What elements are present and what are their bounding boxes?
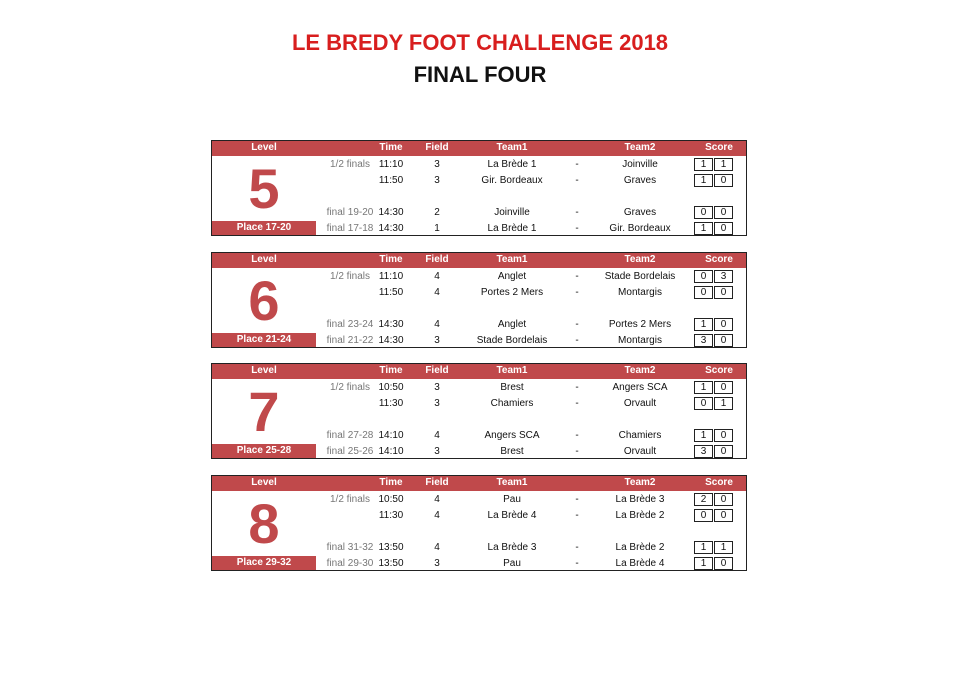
match-row	[212, 221, 746, 236]
match-team1: Pau	[503, 558, 521, 569]
score-team1: 3	[694, 445, 713, 458]
match-row	[212, 396, 746, 411]
match-field: 2	[434, 207, 440, 218]
match-round: 1/2 finals	[329, 271, 371, 282]
header-team2: Team2	[624, 365, 656, 376]
place-range-label: Place 25-28	[212, 444, 316, 458]
match-team2: Graves	[623, 175, 657, 186]
match-round: 1/2 finals	[329, 494, 371, 505]
match-field: 4	[434, 542, 440, 553]
match-sep: -	[575, 382, 579, 393]
match-team1: Brest	[500, 446, 524, 457]
level-block-7	[211, 363, 747, 459]
match-team2: Orvault	[623, 398, 657, 409]
match-field: 3	[434, 446, 440, 457]
match-sep: -	[575, 223, 579, 234]
level-header-row	[212, 253, 746, 268]
score-team1: 0	[694, 509, 713, 522]
place-range-label: Place 21-24	[212, 333, 316, 347]
score-team1: 2	[694, 493, 713, 506]
match-row	[212, 556, 746, 571]
match-sep: -	[575, 207, 579, 218]
level-number: 8	[248, 492, 280, 555]
match-sep: -	[575, 398, 579, 409]
header-team1: Team1	[496, 254, 528, 265]
match-field: 3	[434, 382, 440, 393]
header-level: Level	[251, 142, 277, 153]
level-block-5	[211, 140, 747, 236]
level-number: 6	[248, 269, 280, 332]
match-row	[212, 492, 746, 507]
match-team2: Stade Bordelais	[604, 271, 676, 282]
match-sep: -	[575, 446, 579, 457]
match-sep: -	[575, 542, 579, 553]
score-team2: 0	[714, 381, 733, 394]
level-number: 7	[248, 380, 280, 443]
score-team2: 0	[714, 557, 733, 570]
match-team2: Montargis	[618, 287, 662, 298]
match-row	[212, 285, 746, 300]
match-team2: Chamiers	[618, 430, 662, 441]
match-team2: Joinville	[622, 159, 658, 170]
match-team2: Montargis	[618, 335, 662, 346]
score-team2: 0	[714, 493, 733, 506]
score-team2: 1	[714, 158, 733, 171]
match-time: 14:30	[378, 319, 404, 330]
match-sep: -	[575, 287, 579, 298]
match-row	[212, 444, 746, 459]
match-row	[212, 333, 746, 348]
match-round: final 27-28	[326, 430, 374, 441]
score-team1: 1	[694, 158, 713, 171]
match-row	[212, 317, 746, 332]
score-team2: 0	[714, 445, 733, 458]
match-team1: La Brède 1	[487, 159, 537, 170]
match-team1: La Brède 3	[487, 542, 537, 553]
match-row	[212, 157, 746, 172]
match-field: 1	[434, 223, 440, 234]
page-subtitle: FINAL FOUR	[413, 62, 547, 87]
score-team1: 0	[694, 206, 713, 219]
match-team2: Orvault	[623, 446, 657, 457]
header-team1: Team1	[496, 142, 528, 153]
score-team2: 0	[714, 429, 733, 442]
match-team2: La Brède 2	[615, 542, 665, 553]
header-field: Field	[425, 365, 449, 376]
score-team2: 1	[714, 397, 733, 410]
score-team1: 0	[694, 286, 713, 299]
match-team1: Pau	[503, 494, 521, 505]
match-team1: La Brède 1	[487, 223, 537, 234]
match-field: 4	[434, 287, 440, 298]
score-team2: 0	[714, 286, 733, 299]
match-time: 14:30	[378, 335, 404, 346]
match-time: 11:30	[378, 398, 404, 409]
match-round: final 21-22	[326, 335, 374, 346]
match-time: 14:10	[378, 430, 404, 441]
match-field: 3	[434, 398, 440, 409]
match-field: 3	[434, 335, 440, 346]
match-round: final 31-32	[326, 542, 374, 553]
match-round: 1/2 finals	[329, 159, 371, 170]
match-round: 1/2 finals	[329, 382, 371, 393]
match-team1: Angers SCA	[484, 430, 540, 441]
header-field: Field	[425, 142, 449, 153]
header-team2: Team2	[624, 254, 656, 265]
score-team1: 0	[694, 397, 713, 410]
place-range-label: Place 17-20	[212, 221, 316, 235]
match-field: 4	[434, 510, 440, 521]
score-team1: 1	[694, 381, 713, 394]
match-field: 4	[434, 430, 440, 441]
match-row	[212, 540, 746, 555]
score-team1: 1	[694, 429, 713, 442]
score-team2: 3	[714, 270, 733, 283]
score-team2: 0	[714, 174, 733, 187]
header-time: Time	[379, 142, 403, 153]
match-time: 13:50	[378, 542, 404, 553]
match-field: 3	[434, 175, 440, 186]
level-header-row	[212, 364, 746, 379]
header-time: Time	[379, 365, 403, 376]
place-range-label: Place 29-32	[212, 556, 316, 570]
score-team1: 1	[694, 541, 713, 554]
score-team2: 0	[714, 318, 733, 331]
level-header-row	[212, 141, 746, 156]
level-header-row	[212, 476, 746, 491]
match-time: 10:50	[378, 382, 404, 393]
level-block-6	[211, 252, 747, 348]
match-team2: Gir. Bordeaux	[609, 223, 671, 234]
header-team2: Team2	[624, 142, 656, 153]
match-sep: -	[575, 494, 579, 505]
match-time: 14:10	[378, 446, 404, 457]
score-team2: 0	[714, 206, 733, 219]
score-team2: 0	[714, 334, 733, 347]
match-team1: Chamiers	[490, 398, 534, 409]
score-team2: 0	[714, 509, 733, 522]
match-field: 4	[434, 319, 440, 330]
match-team1: Portes 2 Mers	[480, 287, 544, 298]
header-time: Time	[379, 477, 403, 488]
match-team1: Joinville	[494, 207, 530, 218]
match-sep: -	[575, 159, 579, 170]
header-field: Field	[425, 477, 449, 488]
match-round: final 25-26	[326, 446, 374, 457]
match-row	[212, 205, 746, 220]
header-team1: Team1	[496, 477, 528, 488]
match-team1: Anglet	[497, 271, 527, 282]
match-sep: -	[575, 430, 579, 441]
header-score: Score	[705, 254, 733, 265]
match-sep: -	[575, 271, 579, 282]
match-round: final 29-30	[326, 558, 374, 569]
match-field: 4	[434, 271, 440, 282]
score-team1: 1	[694, 174, 713, 187]
header-team1: Team1	[496, 365, 528, 376]
score-team1: 1	[694, 557, 713, 570]
level-block-8	[211, 475, 747, 571]
match-round: final 19-20	[326, 207, 374, 218]
match-team1: La Brède 4	[487, 510, 537, 521]
match-field: 3	[434, 558, 440, 569]
match-field: 4	[434, 494, 440, 505]
header-level: Level	[251, 254, 277, 265]
match-time: 11:50	[378, 287, 404, 298]
header-team2: Team2	[624, 477, 656, 488]
header-score: Score	[705, 142, 733, 153]
header-level: Level	[251, 365, 277, 376]
match-sep: -	[575, 335, 579, 346]
match-sep: -	[575, 319, 579, 330]
match-team2: Angers SCA	[612, 382, 668, 393]
score-team1: 1	[694, 222, 713, 235]
score-team1: 1	[694, 318, 713, 331]
match-time: 11:50	[378, 175, 404, 186]
score-team1: 3	[694, 334, 713, 347]
match-row	[212, 173, 746, 188]
page-title: LE BREDY FOOT CHALLENGE 2018	[291, 30, 669, 55]
score-team2: 0	[714, 222, 733, 235]
match-round: final 23-24	[326, 319, 374, 330]
match-team2: Graves	[623, 207, 657, 218]
match-row	[212, 269, 746, 284]
match-sep: -	[575, 558, 579, 569]
level-number: 5	[248, 157, 280, 220]
match-team2: La Brède 3	[615, 494, 665, 505]
match-time: 14:30	[378, 223, 404, 234]
match-team2: Portes 2 Mers	[608, 319, 672, 330]
match-team1: Brest	[500, 382, 524, 393]
match-round: final 17-18	[326, 223, 374, 234]
match-time: 13:50	[378, 558, 404, 569]
match-team1: Stade Bordelais	[476, 335, 548, 346]
match-time: 14:30	[378, 207, 404, 218]
match-team1: Anglet	[497, 319, 527, 330]
header-score: Score	[705, 365, 733, 376]
match-time: 10:50	[378, 494, 404, 505]
score-team1: 0	[694, 270, 713, 283]
match-sep: -	[575, 510, 579, 521]
match-sep: -	[575, 175, 579, 186]
header-time: Time	[379, 254, 403, 265]
match-field: 3	[434, 159, 440, 170]
match-time: 11:10	[378, 271, 404, 282]
header-field: Field	[425, 254, 449, 265]
score-team2: 1	[714, 541, 733, 554]
match-row	[212, 380, 746, 395]
match-row	[212, 508, 746, 523]
match-team2: La Brède 4	[615, 558, 665, 569]
match-team1: Gir. Bordeaux	[481, 175, 543, 186]
match-row	[212, 428, 746, 443]
header-score: Score	[705, 477, 733, 488]
header-level: Level	[251, 477, 277, 488]
match-time: 11:10	[378, 159, 404, 170]
match-team2: La Brède 2	[615, 510, 665, 521]
match-time: 11:30	[378, 510, 404, 521]
